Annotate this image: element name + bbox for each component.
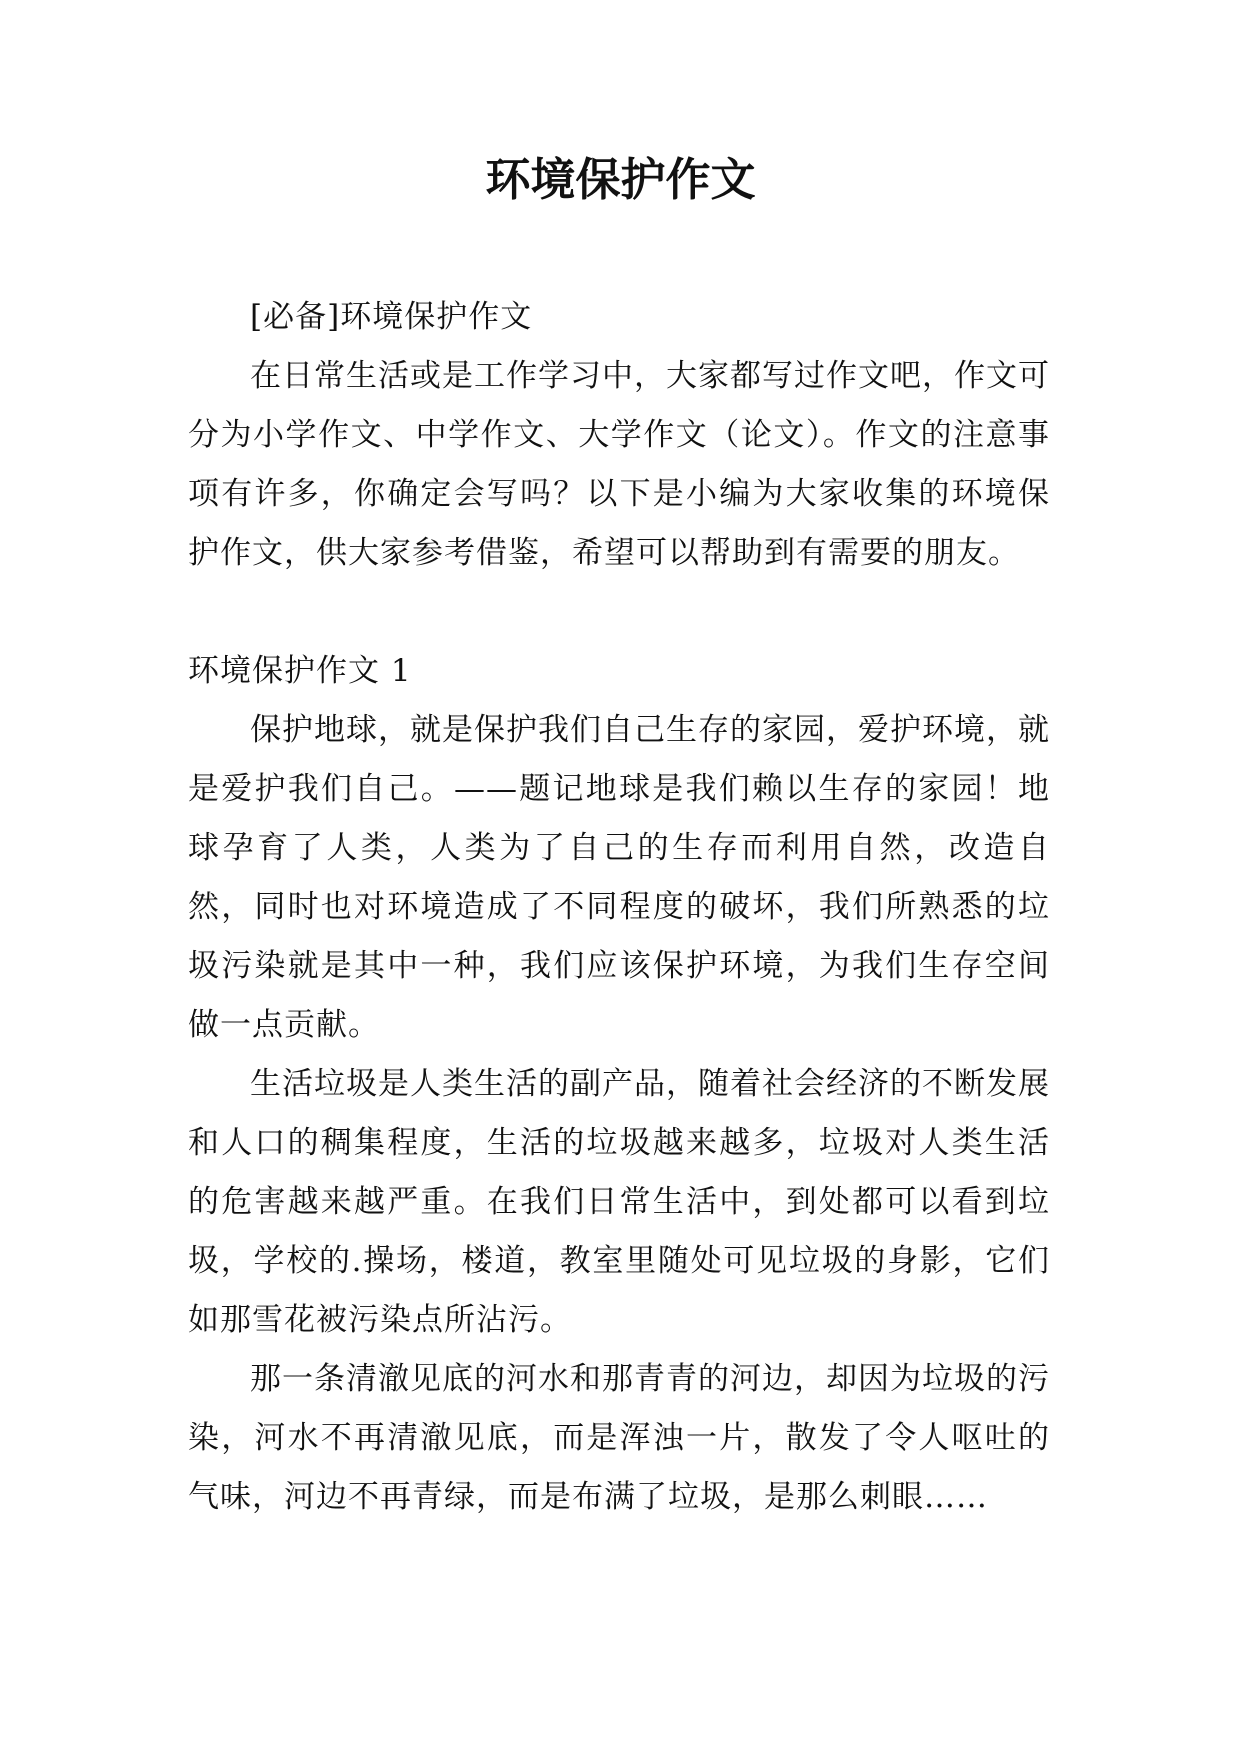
- essay-paragraph: 那一条清澈见底的河水和那青青的河边，却因为垃圾的污染，河水不再清澈见底，而是浑浊一片，散发了令人呕吐的气味，河边不再青绿，而是布满了垃圾，是那么刺眼……: [188, 1361, 1050, 1515]
- essay-paragraph: 生活垃圾是人类生活的副产品，随着社会经济的不断发展和人口的稠集程度，生活的垃圾越来越多，垃圾对人类生活的危害越来越严重。在我们日常生活中，到处都可以看到垃圾，学校的.操场，楼道，教室里随处可见垃圾的身影，它们如那雪花被污染点所沾污。: [188, 1066, 1050, 1338]
- document-title: 环境保护作文: [485, 153, 756, 206]
- document-body: [188, 288, 1050, 1527]
- section-heading: 环境保护作文 1: [188, 653, 412, 689]
- intro-paragraph: 在日常生活或是工作学习中，大家都写过作文吧，作文可分为小学作文、中学作文、大学作文（论文）。作文的注意事项有许多，你确定会写吗？以下是小编为大家收集的环境保护作文，供大家参考借鉴，希望可以帮助到有需要的朋友。: [188, 358, 1050, 571]
- essay-paragraph: 保护地球，就是保护我们自己生存的家园，爱护环境，就是爱护我们自己。——题记地球是我们赖以生存的家园！地球孕育了人类，人类为了自己的生存而利用自然，改造自然，同时也对环境造成了不同程度的破坏，我们所熟悉的垃圾污染就是其中一种，我们应该保护环境，为我们生存空间做一点贡献。: [188, 712, 1050, 1043]
- document-subtitle: [必备]环境保护作文: [250, 299, 533, 335]
